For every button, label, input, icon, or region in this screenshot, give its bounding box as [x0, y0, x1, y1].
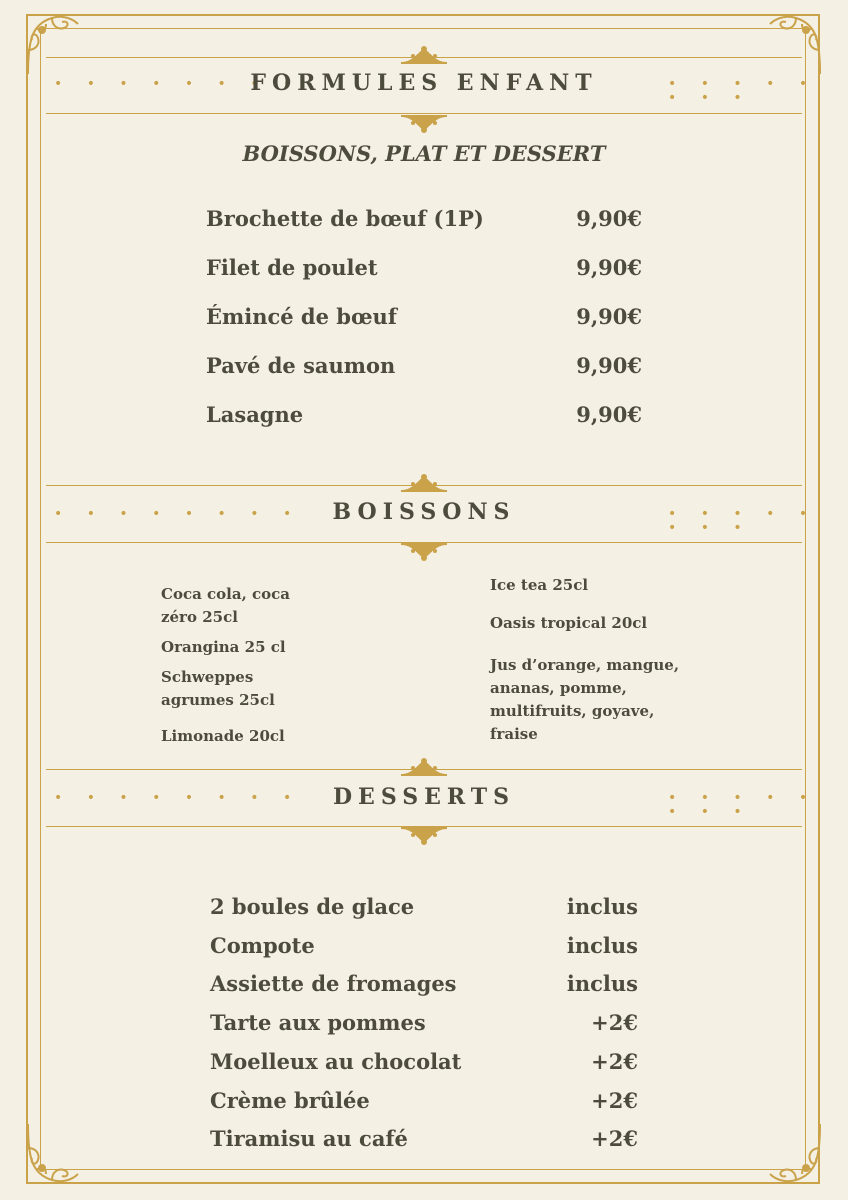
drink-item: Ice tea 25cl — [490, 576, 589, 594]
dessert-item-price: inclus — [566, 933, 638, 958]
dots-ornament: • • • • • • • • — [54, 76, 302, 92]
menu-item — [206, 304, 642, 334]
dessert-item-name: Tarte aux pommes — [210, 1010, 426, 1035]
menu-item-price: 9,90€ — [576, 206, 642, 231]
dessert-item — [210, 1010, 638, 1040]
drink-item: Limonade 20cl — [161, 727, 285, 745]
dessert-item — [210, 933, 638, 963]
dots-ornament: • • • • • • • • — [54, 506, 302, 522]
dessert-item-name: Assiette de fromages — [210, 971, 457, 996]
drink-item: Orangina 25 cl — [161, 638, 286, 656]
dessert-item — [210, 971, 638, 1001]
crown-flourish-icon — [399, 44, 449, 66]
dessert-item-price: inclus — [566, 971, 638, 996]
divider-line — [46, 769, 802, 770]
dessert-item-price: +2€ — [591, 1049, 638, 1074]
crown-flourish-icon — [399, 113, 449, 135]
dessert-item-price: inclus — [566, 894, 638, 919]
dessert-item-name: Crème brûlée — [210, 1088, 370, 1113]
formules-subtitle: BOISSONS, PLAT ET DESSERT — [242, 141, 606, 166]
menu-item — [206, 402, 642, 432]
dessert-item-name: Moelleux au chocolat — [210, 1049, 462, 1074]
menu-item-name: Lasagne — [206, 402, 304, 427]
crown-flourish-icon — [399, 541, 449, 563]
menu-item-name: Filet de poulet — [206, 255, 378, 280]
dessert-item-name: 2 boules de glace — [210, 894, 415, 919]
flourish-corner-icon — [756, 1118, 826, 1188]
menu-item-name: Brochette de bœuf (1P) — [206, 206, 484, 231]
section-title-boissons: BOISSONS — [332, 499, 516, 525]
drink-item: Oasis tropical 20cl — [490, 614, 648, 632]
section-title-desserts: DESSERTS — [332, 784, 516, 810]
dots-ornament: • • • • • • • • — [54, 790, 302, 806]
divider-line — [46, 57, 802, 58]
menu-item — [206, 255, 642, 285]
crown-flourish-icon — [399, 825, 449, 847]
menu-item-name: Pavé de saumon — [206, 353, 396, 378]
menu-item-name: Émincé de bœuf — [206, 304, 397, 329]
divider-line — [46, 485, 802, 486]
dessert-item — [210, 1088, 638, 1118]
menu-item-price: 9,90€ — [576, 304, 642, 329]
crown-flourish-icon — [399, 472, 449, 494]
dots-ornament: • • • • • • • • — [668, 790, 818, 820]
dessert-item — [210, 894, 638, 924]
dessert-item — [210, 1126, 638, 1156]
dessert-item — [210, 1049, 638, 1079]
menu-item — [206, 353, 642, 383]
dots-ornament: • • • • • • • • — [668, 506, 818, 536]
section-title-formules: FORMULES ENFANT — [250, 70, 598, 96]
drink-item: Coca cola, coca zéro 25cl — [161, 585, 291, 626]
menu-item-price: 9,90€ — [576, 402, 642, 427]
menu-item — [206, 206, 642, 236]
flourish-corner-icon — [22, 1118, 92, 1188]
dots-ornament: • • • • • • • • — [668, 76, 818, 106]
dessert-item-name: Tiramisu au café — [210, 1126, 408, 1151]
dessert-item-name: Compote — [210, 933, 315, 958]
crown-flourish-icon — [399, 756, 449, 778]
dessert-item-price: +2€ — [591, 1126, 638, 1151]
menu-item-price: 9,90€ — [576, 353, 642, 378]
drink-item: Jus d’orange, mangue, ananas, pomme, multifruits, goyave, fraise — [490, 656, 680, 743]
dessert-item-price: +2€ — [591, 1088, 638, 1113]
dessert-item-price: +2€ — [591, 1010, 638, 1035]
drink-item: Schweppes agrumes 25cl — [161, 668, 275, 709]
menu-item-price: 9,90€ — [576, 255, 642, 280]
